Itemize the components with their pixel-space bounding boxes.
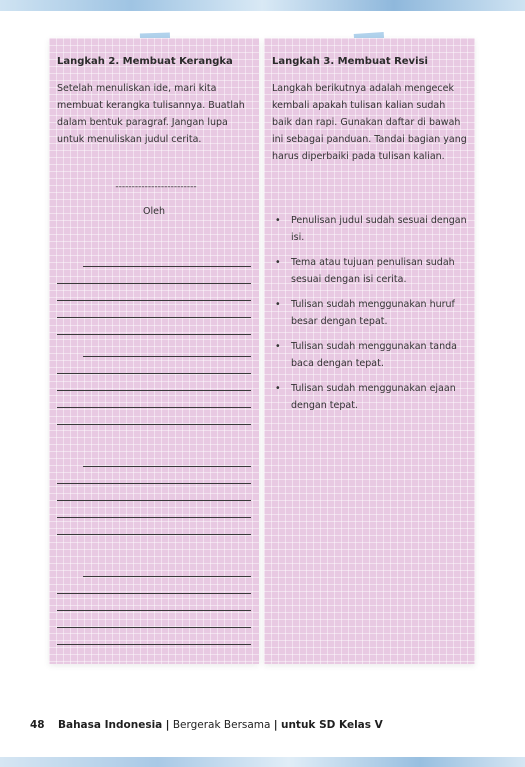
story-title-line[interactable]: ------------------------- <box>115 182 197 192</box>
writing-line[interactable] <box>57 424 251 425</box>
writing-line[interactable] <box>57 627 251 628</box>
bullet-icon: • <box>275 383 281 394</box>
bullet-icon: • <box>275 257 281 268</box>
checklist-item-text: Penulisan judul sudah sesuai dengan isi. <box>291 215 467 243</box>
footer-separator: | <box>165 719 170 731</box>
writing-line[interactable] <box>57 317 251 318</box>
checklist-item <box>272 254 472 288</box>
bottom-decorative-strip <box>0 757 525 767</box>
grade-label: untuk SD Kelas V <box>280 719 383 731</box>
checklist-item-text: Tema atau tujuan penulisan sudah sesuai dengan isi cerita. <box>291 257 455 285</box>
step2-title: Langkah 2. Membuat Kerangka <box>57 56 233 67</box>
step2-instructions: Setelah menuliskan ide, mari kita membuat kerangka tulisannya. Buatlah dalam bentuk paragraf. Jangan lupa untuk menuliskan judul cerita. <box>57 83 245 145</box>
writing-line[interactable] <box>57 390 251 391</box>
step2-card <box>49 38 259 664</box>
book-subtitle: Bergerak Bersama <box>172 719 271 731</box>
checklist-item <box>272 212 472 246</box>
book-title: Bahasa Indonesia <box>57 719 163 731</box>
footer-separator: | <box>273 719 278 731</box>
page-footer <box>30 719 383 731</box>
writing-line[interactable] <box>57 334 251 335</box>
page-number: 48 <box>30 719 45 731</box>
top-decorative-strip <box>0 0 525 11</box>
writing-line[interactable] <box>57 283 251 284</box>
writing-line[interactable] <box>57 593 251 594</box>
writing-line[interactable] <box>83 466 251 467</box>
writing-line[interactable] <box>83 266 251 267</box>
checklist-item <box>272 380 472 414</box>
checklist-item <box>272 338 472 372</box>
step3-card <box>264 38 475 664</box>
step3-title: Langkah 3. Membuat Revisi <box>272 56 428 67</box>
checklist-item-text: Tulisan sudah menggunakan huruf besar dengan tepat. <box>291 299 455 327</box>
bullet-icon: • <box>275 215 281 226</box>
writing-line[interactable] <box>57 483 251 484</box>
writing-line[interactable] <box>57 517 251 518</box>
writing-line[interactable] <box>57 373 251 374</box>
writing-line[interactable] <box>57 300 251 301</box>
checklist-item <box>272 296 472 330</box>
bullet-icon: • <box>275 341 281 352</box>
writing-line[interactable] <box>57 500 251 501</box>
author-by-label: Oleh <box>143 206 165 217</box>
writing-line[interactable] <box>57 610 251 611</box>
writing-line[interactable] <box>57 644 251 645</box>
checklist-item-text: Tulisan sudah menggunakan ejaan dengan tepat. <box>291 383 456 411</box>
writing-line[interactable] <box>57 407 251 408</box>
checklist-item-text: Tulisan sudah menggunakan tanda baca dengan tepat. <box>291 341 457 369</box>
writing-line[interactable] <box>57 534 251 535</box>
writing-line[interactable] <box>83 356 251 357</box>
step3-instructions: Langkah berikutnya adalah mengecek kembali apakah tulisan kalian sudah baik dan rapi. Gunakan daftar di bawah ini sebagai panduan. Tandai bagian yang harus diperbaiki pada tulisan kalian. <box>272 83 467 162</box>
bullet-icon: • <box>275 299 281 310</box>
writing-line[interactable] <box>83 576 251 577</box>
revision-checklist <box>272 212 472 422</box>
